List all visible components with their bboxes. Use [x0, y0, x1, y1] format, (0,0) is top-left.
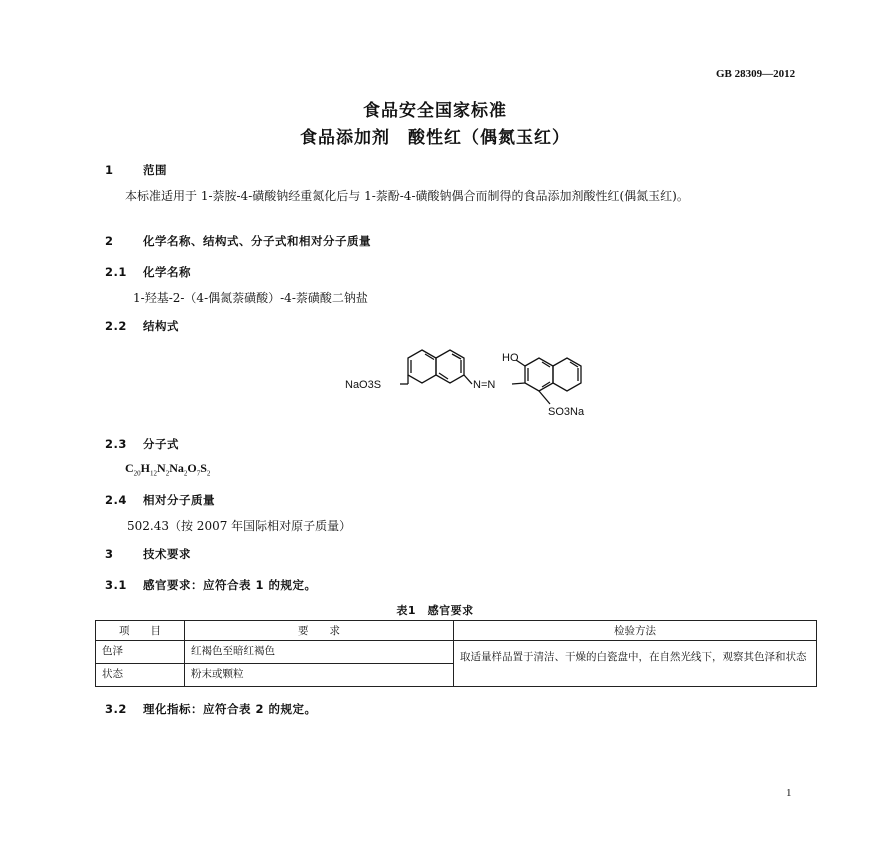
formula-element: N: [157, 461, 166, 475]
section-2-1-heading: [105, 264, 191, 280]
formula-element: S: [200, 461, 207, 475]
naphthalene-ring-right-a: [525, 358, 553, 391]
section-number: 2.4: [105, 493, 127, 507]
page-number: 1: [786, 787, 792, 799]
formula-count: 20: [133, 469, 141, 478]
formula-count: 7: [196, 469, 201, 478]
table-row: [96, 641, 817, 664]
molecular-formula: [125, 461, 210, 477]
sensory-table: [95, 620, 817, 687]
section-title: 技术要求: [143, 547, 191, 561]
section-title: 相对分子质量: [143, 493, 215, 507]
table-caption: 表1 感官要求: [396, 604, 474, 617]
naphthalene-ring-right-b: [553, 358, 581, 391]
item-cell: 状态: [96, 664, 185, 687]
section-number: 3.1: [105, 578, 127, 592]
section-title: 化学名称: [143, 265, 191, 279]
section-number: 3.2: [105, 702, 127, 716]
left-substituent: NaO3S: [345, 379, 382, 391]
section-number: 3: [105, 547, 114, 561]
formula-count: 2: [206, 469, 211, 478]
naphthalene-ring-left-a: [408, 350, 436, 383]
section-number: 2.2: [105, 319, 127, 333]
section-title: 结构式: [143, 319, 179, 333]
method-cell: 取适量样品置于清洁、干燥的白瓷盘中，在自然光线下，观察其色泽和状态: [454, 641, 817, 687]
formula-element: C: [125, 461, 134, 475]
section-number: 2: [105, 234, 114, 248]
naphthalene-ring-left-b: [436, 350, 464, 383]
molecular-mass: 502.43（按 2007 年国际相对原子质量）: [127, 519, 352, 533]
bottom-substituent: SO3Na: [548, 406, 585, 418]
requirement-cell: 粉末或颗粒: [185, 664, 454, 687]
azo-group: N=N: [473, 379, 496, 391]
section-3-heading: [105, 546, 191, 562]
header-cell: 项 目: [96, 621, 185, 641]
formula-element: H: [140, 461, 151, 475]
section-1-text: 本标准适用于 1-萘胺-4-磺酸钠经重氮化后与 1-萘酚-4-磺酸钠偶合而制得的食品添加剂酸性红(偶氮玉红)。: [125, 189, 689, 203]
section-3-2-heading: [105, 701, 317, 717]
section-title: 化学名称、结构式、分子式和相对分子质量: [143, 234, 371, 248]
header-cell: 检验方法: [454, 621, 817, 641]
section-title: 范围: [143, 163, 167, 177]
header-cell: 要 求: [185, 621, 454, 641]
section-number: 2.1: [105, 265, 127, 279]
hydroxy-group: HO: [502, 352, 519, 364]
section-title: 分子式: [143, 437, 179, 451]
section-2-3-heading: [105, 436, 179, 452]
structural-formula: [340, 340, 610, 425]
formula-element: O: [187, 461, 197, 475]
page-title: 食品安全国家标准: [363, 101, 507, 121]
standard-number: GB 28309—2012: [716, 68, 796, 80]
section-2-heading: [105, 233, 371, 249]
formula-count: 12: [150, 469, 158, 478]
section-title: 感官要求：应符合表 1 的规定。: [143, 578, 317, 592]
formula-count: 2: [183, 469, 188, 478]
section-number: 2.3: [105, 437, 127, 451]
formula-element: Na: [169, 461, 184, 475]
item-cell: 色泽: [96, 641, 185, 664]
formula-count: 2: [165, 469, 170, 478]
section-2-4-heading: [105, 492, 215, 508]
table-header-row: [96, 621, 817, 641]
section-3-1-heading: [105, 577, 317, 593]
section-number: 1: [105, 163, 114, 177]
section-1-heading: [105, 162, 167, 178]
section-title: 理化指标：应符合表 2 的规定。: [143, 702, 317, 716]
chemical-name: 1-羟基-2-（4-偶氮萘磺酸）-4-萘磺酸二钠盐: [133, 291, 368, 305]
section-2-2-heading: [105, 318, 179, 334]
page-subtitle: 食品添加剂 酸性红（偶氮玉红）: [300, 128, 570, 148]
requirement-cell: 红褐色至暗红褐色: [185, 641, 454, 664]
